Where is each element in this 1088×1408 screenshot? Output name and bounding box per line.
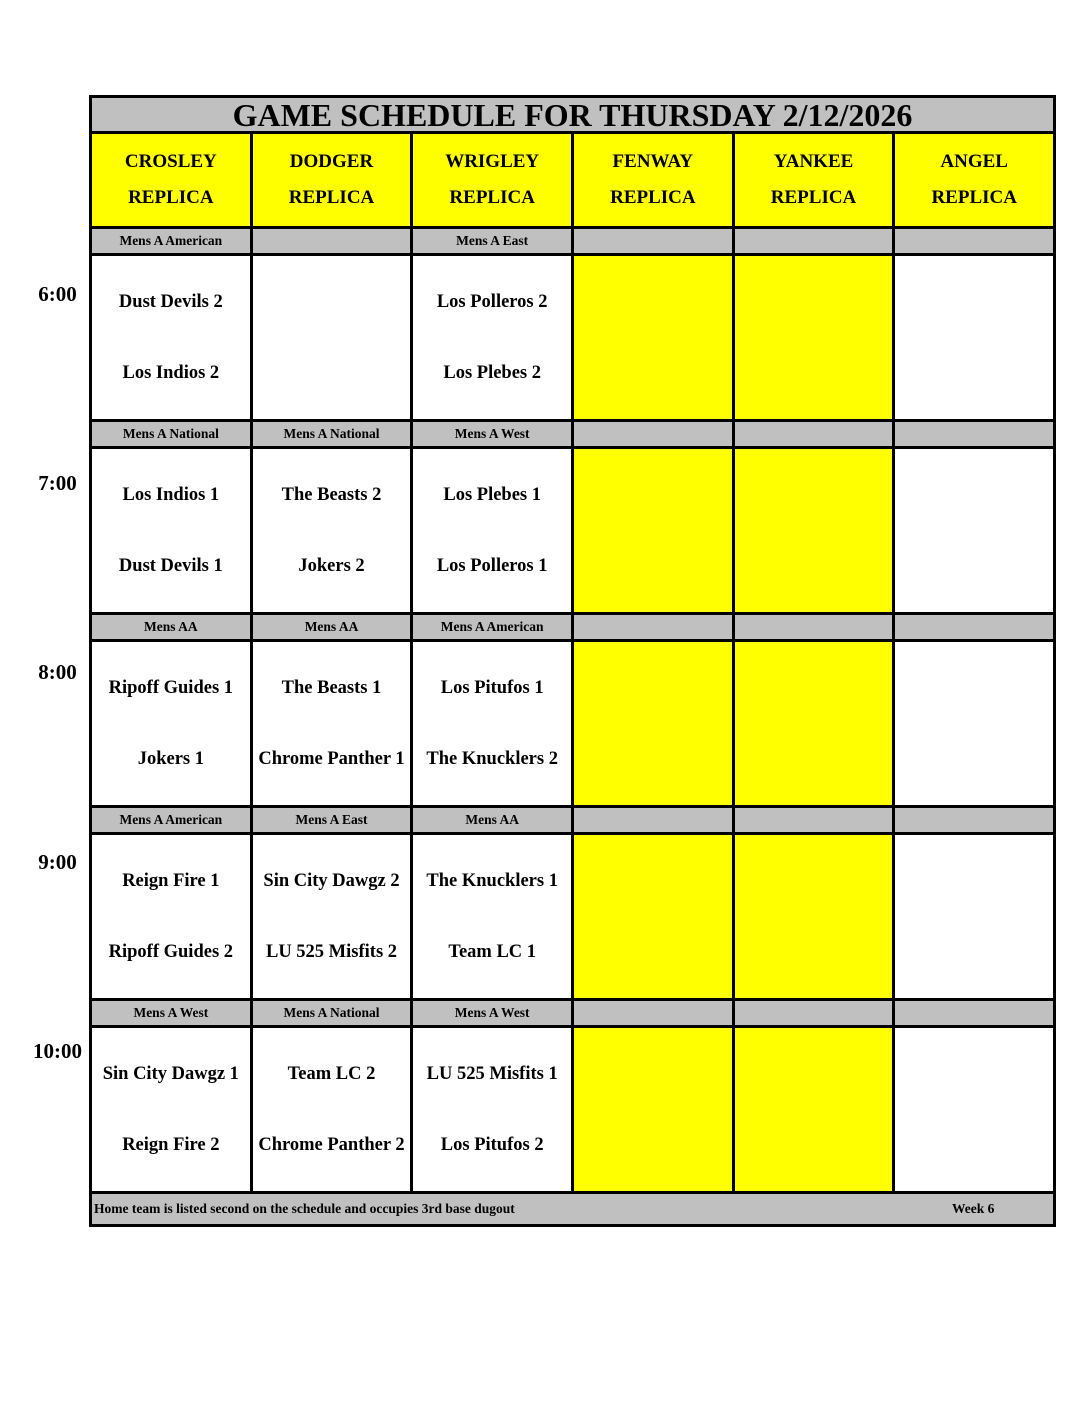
division-label: Mens A National [250, 422, 411, 446]
division-label: Mens A West [92, 1001, 250, 1025]
away-team: Los Indios 1 [122, 484, 220, 505]
game-cell [410, 1028, 571, 1191]
game-cell [571, 449, 732, 612]
game-cell [250, 256, 411, 419]
division-label: Mens A West [410, 1001, 571, 1025]
division-row [92, 1001, 1053, 1028]
home-team: Ripoff Guides 2 [108, 942, 234, 963]
game-cell [732, 835, 893, 998]
division-row [92, 229, 1053, 256]
away-team: Los Polleros 2 [436, 291, 548, 312]
division-label: Mens A West [410, 422, 571, 446]
field-header-angel [892, 134, 1053, 226]
away-team: The Knucklers 1 [426, 870, 558, 891]
game-cell [732, 449, 893, 612]
game-cell [92, 449, 250, 612]
game-cell [250, 642, 411, 805]
field-name: YANKEE [773, 151, 854, 172]
division-label: Mens AA [92, 615, 250, 639]
schedule-table [89, 95, 1056, 1227]
division-label [732, 422, 893, 446]
game-cell [892, 642, 1053, 805]
away-team: The Beasts 2 [281, 484, 382, 505]
time-label: 6:00 [38, 282, 77, 306]
field-header-yankee [732, 134, 893, 226]
away-team: The Beasts 1 [281, 677, 382, 698]
time-label: 7:00 [38, 471, 77, 495]
game-cell [732, 256, 893, 419]
game-cell [892, 835, 1053, 998]
division-label: Mens A American [410, 615, 571, 639]
division-label [571, 1001, 732, 1025]
division-label [892, 615, 1053, 639]
division-label [892, 808, 1053, 832]
schedule-title: GAME SCHEDULE FOR THURSDAY 2/12/2026 [92, 98, 1053, 134]
away-team: LU 525 Misfits 1 [426, 1063, 558, 1084]
home-team: Jokers 2 [298, 556, 365, 577]
home-team: LU 525 Misfits 2 [265, 942, 398, 963]
game-cell [410, 835, 571, 998]
game-cell [571, 835, 732, 998]
home-team: Los Pitufos 2 [440, 1135, 544, 1156]
field-subtitle: REPLICA [770, 187, 857, 208]
game-cell [410, 449, 571, 612]
division-label: Mens A East [410, 229, 571, 253]
division-label [571, 422, 732, 446]
division-label [732, 1001, 893, 1025]
away-team: Reign Fire 1 [122, 870, 220, 891]
division-label: Mens AA [410, 808, 571, 832]
game-row [92, 449, 1053, 615]
field-name: CROSLEY [124, 151, 217, 172]
home-team: Chrome Panther 1 [258, 749, 405, 770]
field-header-dodger [250, 134, 411, 226]
field-subtitle: REPLICA [288, 187, 375, 208]
time-slots [92, 229, 1053, 1194]
away-team: Los Plebes 1 [443, 484, 541, 505]
time-label: 8:00 [38, 660, 77, 684]
schedule-footer [92, 1194, 1053, 1224]
game-cell [250, 835, 411, 998]
division-row [92, 422, 1053, 449]
division-label: Mens A National [92, 422, 250, 446]
game-cell [250, 1028, 411, 1191]
field-header-fenway [571, 134, 732, 226]
game-cell [571, 256, 732, 419]
away-team: Sin City Dawgz 1 [102, 1063, 239, 1084]
division-label [892, 229, 1053, 253]
home-team: Dust Devils 1 [118, 556, 223, 577]
home-team: Los Indios 2 [122, 363, 220, 384]
away-team: Sin City Dawgz 2 [263, 870, 400, 891]
game-cell [732, 642, 893, 805]
home-team: Team LC 1 [448, 942, 537, 963]
home-team: The Knucklers 2 [426, 749, 558, 770]
game-row [92, 1028, 1053, 1194]
week-label: Week 6 [952, 1201, 995, 1216]
away-team: Dust Devils 2 [118, 291, 223, 312]
game-cell [410, 256, 571, 419]
home-team: Los Plebes 2 [443, 363, 541, 384]
game-cell [92, 642, 250, 805]
division-label: Mens A National [250, 1001, 411, 1025]
division-label [571, 808, 732, 832]
game-cell [892, 256, 1053, 419]
field-name: ANGEL [940, 151, 1008, 172]
division-label [732, 229, 893, 253]
field-name: DODGER [289, 151, 374, 172]
division-label: Mens A American [92, 808, 250, 832]
game-row [92, 256, 1053, 422]
time-label: 10:00 [33, 1039, 82, 1063]
game-cell [410, 642, 571, 805]
field-header-row [92, 134, 1053, 229]
division-label [571, 615, 732, 639]
game-cell [92, 835, 250, 998]
division-label: Mens A American [92, 229, 250, 253]
division-label: Mens A East [250, 808, 411, 832]
division-label [571, 229, 732, 253]
game-row [92, 642, 1053, 808]
home-team: Reign Fire 2 [122, 1135, 220, 1156]
game-cell [92, 1028, 250, 1191]
home-team: Jokers 1 [137, 749, 204, 770]
division-label [732, 808, 893, 832]
field-subtitle: REPLICA [449, 187, 535, 208]
away-team: Los Pitufos 1 [440, 677, 544, 698]
division-label [892, 1001, 1053, 1025]
field-header-crosley [92, 134, 250, 226]
field-subtitle: REPLICA [610, 187, 696, 208]
division-label [250, 229, 411, 253]
home-team: Los Polleros 1 [436, 556, 548, 577]
game-cell [92, 256, 250, 419]
away-team: Ripoff Guides 1 [108, 677, 234, 698]
game-cell [571, 1028, 732, 1191]
home-team: Chrome Panther 2 [258, 1135, 405, 1156]
away-team: Team LC 2 [287, 1063, 376, 1084]
division-label [892, 422, 1053, 446]
division-label: Mens AA [250, 615, 411, 639]
home-team-note: Home team is listed second on the schedule and occupies 3rd base dugout [94, 1201, 515, 1216]
time-label: 9:00 [38, 850, 77, 874]
division-label [732, 615, 893, 639]
game-cell [571, 642, 732, 805]
game-cell [250, 449, 411, 612]
division-row [92, 615, 1053, 642]
field-subtitle: REPLICA [931, 187, 1017, 208]
field-subtitle: REPLICA [128, 187, 214, 208]
field-name: WRIGLEY [445, 151, 540, 172]
game-row [92, 835, 1053, 1001]
game-cell [732, 1028, 893, 1191]
game-cell [892, 449, 1053, 612]
division-row [92, 808, 1053, 835]
field-name: FENWAY [612, 151, 694, 172]
field-header-wrigley [410, 134, 571, 226]
game-cell [892, 1028, 1053, 1191]
